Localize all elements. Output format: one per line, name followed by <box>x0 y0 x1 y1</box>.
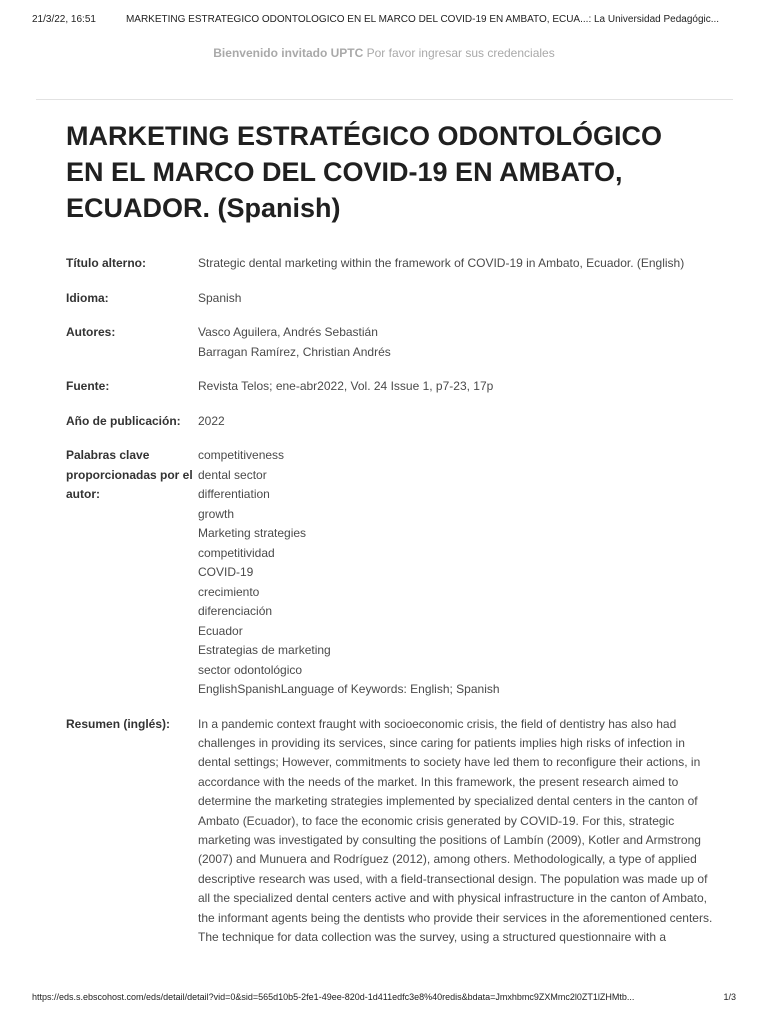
article-title: MARKETING ESTRATÉGICO ODONTOLÓGICO EN EL MARCO DEL COVID-19 EN AMBATO, ECUADOR. (Spanish) <box>66 121 663 223</box>
keyword-link[interactable]: Estrategias de marketing <box>198 643 331 657</box>
keywords-language-note: EnglishSpanishLanguage of Keywords: English; Spanish <box>198 682 500 696</box>
field-label: Resumen (inglés): <box>66 716 171 731</box>
print-header <box>32 14 736 34</box>
keyword-link[interactable]: Marketing strategies <box>198 526 307 540</box>
keyword-link[interactable]: crecimiento <box>198 584 260 599</box>
keyword-link[interactable]: sector odontológico <box>198 662 303 677</box>
record-details <box>66 254 716 962</box>
keyword-link[interactable]: COVID-19 <box>198 565 254 579</box>
print-footer <box>32 992 736 1002</box>
record-row-abstract <box>66 715 716 948</box>
keyword-link[interactable]: diferenciación <box>198 604 273 618</box>
keyword-link[interactable]: growth <box>198 506 235 521</box>
field-label: Idioma: <box>66 290 109 305</box>
print-page-title: MARKETING ESTRATÉGICO ODONTOLÓGICO EN EL MARCO DEL COVID-19 EN AMBATO, ECUA...: La Universidad Pedagógic... <box>125 14 720 25</box>
record-row-authors <box>66 323 716 362</box>
field-label: Autores: <box>66 325 116 339</box>
print-url: https://eds.s.ebscohost.com/eds/detail/detail?vid=0&sid=565d10b5-2fe1-49ee-820d-1d411edfc3e8%40redis&bdata=Jmxhbmc9ZXMmc2l0ZT1lZHMtb... <box>32 992 635 1002</box>
author-link[interactable]: Barragan Ramírez, Christian Andrés <box>198 344 391 359</box>
record-row-language <box>66 289 716 309</box>
keyword-link[interactable]: Ecuador <box>198 623 243 638</box>
record-row-year <box>66 412 716 432</box>
keyword-link[interactable]: competitividad <box>198 545 275 560</box>
alt-title-value: Strategic dental marketing within the framework of COVID-19 in Ambato, Ecuador. (English) <box>198 256 685 270</box>
year-value: 2022 <box>198 413 225 428</box>
keyword-link[interactable]: competitiveness <box>198 448 285 462</box>
language-value: Spanish <box>198 290 242 305</box>
page-number: 1/3 <box>723 992 736 1002</box>
abstract-text: In a pandemic context fraught with socioeconomic crisis, the field of dentistry has also had challenges in providing its services, since caring for patients implies high risks of infection in dental settings; However, commitments to society have led them to reconfigure their actions, in accordance with the needs of the market. In this framework, the present research aimed to determine the marketing strategies implemented by specialized dental centers in the canton of Ambato (Ecuador), to face the economic crisis generated by COVID-19. For this, strategic marketing was investigated by consulting the positions of Lambín (2009), Kotler and Armstrong (2007) and Munuera and Rodríguez (2012), among others. Methodologically, a type of applied descriptive research was used, with a field-transectional design. The population was made up of all the specialized dental centers active and with physical infrastructure in the canton of Ambato, the informant agents being the dentists who provide their services in the aforementioned centers. The technique for data collection was the survey, using a structured questionnaire with a <box>198 716 713 944</box>
field-label: Año de publicación: <box>66 413 181 428</box>
welcome-greeting: Bienvenido invitado UPTC <box>213 46 364 60</box>
field-label: Título alterno: <box>66 256 146 270</box>
source-value: Revista Telos; ene-abr2022, Vol. 24 Issue 1, p7-23, 17p <box>198 379 494 393</box>
keywords-list <box>198 446 716 700</box>
record-row-alt-title <box>66 254 716 274</box>
welcome-banner <box>0 46 768 60</box>
login-prompt-link[interactable]: Por favor ingresar sus credenciales <box>366 46 555 60</box>
record-row-keywords <box>66 446 716 700</box>
keyword-link[interactable]: differentiation <box>198 487 270 501</box>
field-label: Fuente: <box>66 379 110 393</box>
authors-list <box>198 323 716 362</box>
author-link[interactable]: Vasco Aguilera, Andrés Sebastián <box>198 325 378 339</box>
print-datetime: 21/3/22, 16:51 <box>32 14 96 25</box>
keyword-link[interactable]: dental sector <box>198 467 267 482</box>
field-label: Palabras clave proporcionadas por el autor: <box>66 448 193 501</box>
record-row-source <box>66 377 716 397</box>
divider <box>36 99 733 100</box>
